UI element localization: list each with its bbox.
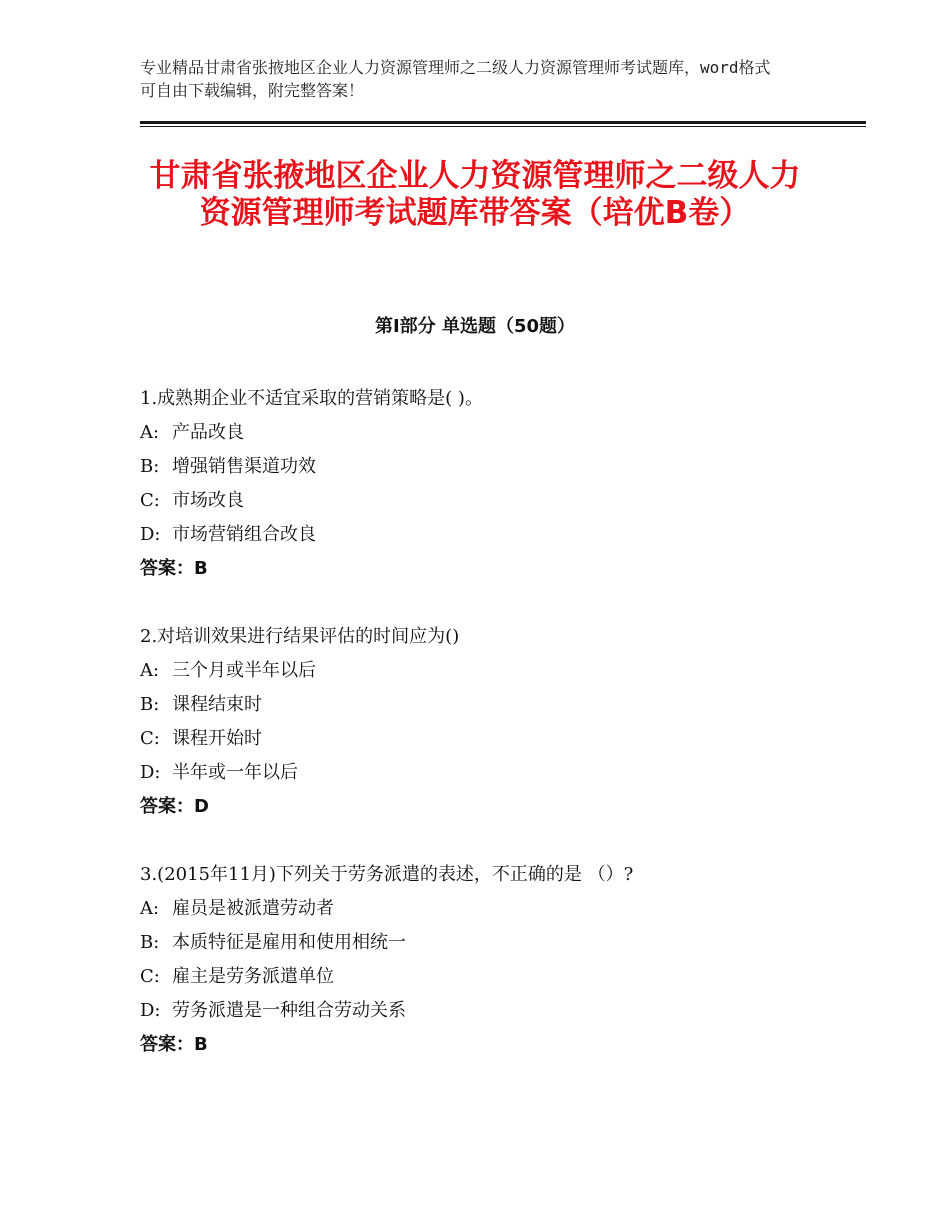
option-text: 市场改良 <box>172 490 244 511</box>
question-stem: 1.成熟期企业不适宜采取的营销策略是( )。 <box>140 388 483 409</box>
option-key: A: <box>140 422 160 443</box>
option-b <box>140 450 830 484</box>
option-text: 市场营销组合改良 <box>172 524 316 545</box>
option-key: D: <box>140 1000 161 1021</box>
option-key: D: <box>140 524 161 545</box>
question-stem: 2.对培训效果进行结果评估的时间应为() <box>140 626 460 647</box>
option-text: 增强销售渠道功效 <box>172 456 316 477</box>
option-text: 产品改良 <box>172 422 244 443</box>
option-key: C: <box>140 728 160 749</box>
option-key: D: <box>140 762 161 783</box>
answer: 答案：D <box>140 796 209 817</box>
question-2 <box>140 620 830 824</box>
option-text: 三个月或半年以后 <box>172 660 316 681</box>
option-b <box>140 926 830 960</box>
option-a <box>140 654 830 688</box>
option-c <box>140 960 830 994</box>
section-heading: 第Ⅰ部分 单选题（50题） <box>374 316 575 337</box>
option-key: A: <box>140 660 160 681</box>
option-key: A: <box>140 898 160 919</box>
option-a <box>140 892 830 926</box>
option-text: 课程结束时 <box>172 694 262 715</box>
question-stem: 3.(2015年11月)下列关于劳务派遣的表述，不正确的是 （）? <box>140 864 634 885</box>
option-d <box>140 994 830 1028</box>
answer: 答案：B <box>140 558 208 579</box>
option-text: 雇主是劳务派遣单位 <box>172 966 334 987</box>
option-key: B: <box>140 932 160 953</box>
option-key: C: <box>140 966 160 987</box>
option-key: B: <box>140 456 160 477</box>
option-c <box>140 722 830 756</box>
header-note: 专业精品甘肃省张掖地区企业人力资源管理师之二级人力资源管理师考试题库，word格式可自由下载编辑，附完整答案！ <box>140 58 771 100</box>
option-key: B: <box>140 694 160 715</box>
option-text: 雇员是被派遣劳动者 <box>172 898 334 919</box>
header-rule-thin <box>140 126 866 127</box>
option-a <box>140 416 830 450</box>
question-1 <box>140 382 830 586</box>
answer: 答案：B <box>140 1034 208 1055</box>
option-d <box>140 518 830 552</box>
option-text: 劳务派遣是一种组合劳动关系 <box>172 1000 406 1021</box>
option-text: 本质特征是雇用和使用相统一 <box>172 932 406 953</box>
question-list <box>140 382 830 1096</box>
option-text: 半年或一年以后 <box>172 762 298 783</box>
option-b <box>140 688 830 722</box>
document-title: 甘肃省张掖地区企业人力资源管理师之二级人力资源管理师考试题库带答案（培优B卷） <box>149 158 801 231</box>
option-text: 课程开始时 <box>172 728 262 749</box>
header-rule-thick <box>140 121 866 124</box>
option-c <box>140 484 830 518</box>
question-3 <box>140 858 830 1062</box>
option-key: C: <box>140 490 160 511</box>
option-d <box>140 756 830 790</box>
